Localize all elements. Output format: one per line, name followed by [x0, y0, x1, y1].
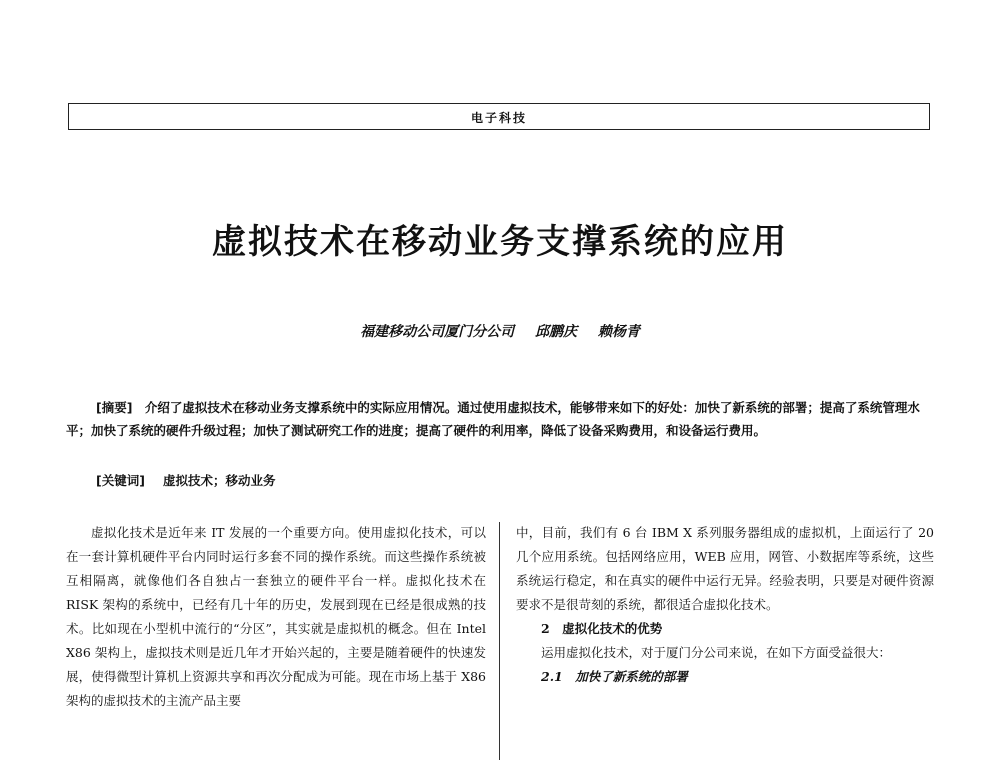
- subsection-heading: 2.1 加快了新系统的部署: [541, 669, 688, 684]
- keywords-label: [关键词]: [96, 473, 145, 488]
- section-heading: 2 虚拟化技术的优势: [541, 621, 663, 636]
- body-column-right: [516, 521, 934, 689]
- body-paragraph: 运用虚拟化技术，对于厦门分公司来说，在如下方面受益很大：: [541, 645, 892, 660]
- article-title: 虚拟技术在移动业务支撑系统的应用: [212, 222, 788, 262]
- body-column-left: [66, 521, 486, 713]
- author-affiliation: 福建移动公司厦门分公司: [360, 324, 515, 340]
- keywords-text: 虚拟技术；移动业务: [162, 473, 276, 488]
- column-divider: [499, 522, 500, 760]
- body-paragraph: 中，目前，我们有 6 台 IBM X 系列服务器组成的虚拟机，上面运行了 20 几个应用系统。包括网络应用，WEB 应用，网管、小数据库等系统，这些系统运行稳定，和在真实的硬件中运行无异。经验表明，只要是对硬件资源要求不是很苛刻的系统，都很适合虚拟化技术。: [516, 525, 934, 612]
- abstract: [摘要] 介绍了虚拟技术在移动业务支撑系统中的实际应用情况。通过使用虚拟技术，能够带来如下的好处：加快了新系统的部署；提高了系统管理水平；加快了系统的硬件升级过程；加快了测试研究工作的进度；提高了硬件的利用率，降低了设备采购费用，和设备运行费用。: [66, 400, 920, 438]
- author-name: 赖杨青: [597, 324, 640, 340]
- author-name: 邱鹏庆: [535, 324, 577, 340]
- keywords: [96, 471, 275, 489]
- journal-name: 电子科技: [470, 111, 527, 125]
- body-paragraph: 虚拟化技术是近年来 IT 发展的一个重要方向。使用虚拟化技术，可以在一套计算机硬件平台内同时运行多套不同的操作系统。而这些操作系统被互相隔离，就像他们各自独占一套独立的硬件平台一样。虚拟化技术在 RISK 架构的系统中，已经有几十年的历史，发展到现在已经是很成熟的技术。比如现在小型机中流行的“分区”，其实就是虚拟机的概念。但在 Intel X86 架构上，虚拟技术则是近几年才开始兴起的，主要是随着硬件的快速发展，使得微型计算机上资源共享和再次分配成为可能。现在市场上基于 X86 架构的虚拟技术的主流产品主要: [66, 525, 486, 708]
- journal-header-bar: [68, 103, 930, 130]
- byline: [0, 321, 1000, 341]
